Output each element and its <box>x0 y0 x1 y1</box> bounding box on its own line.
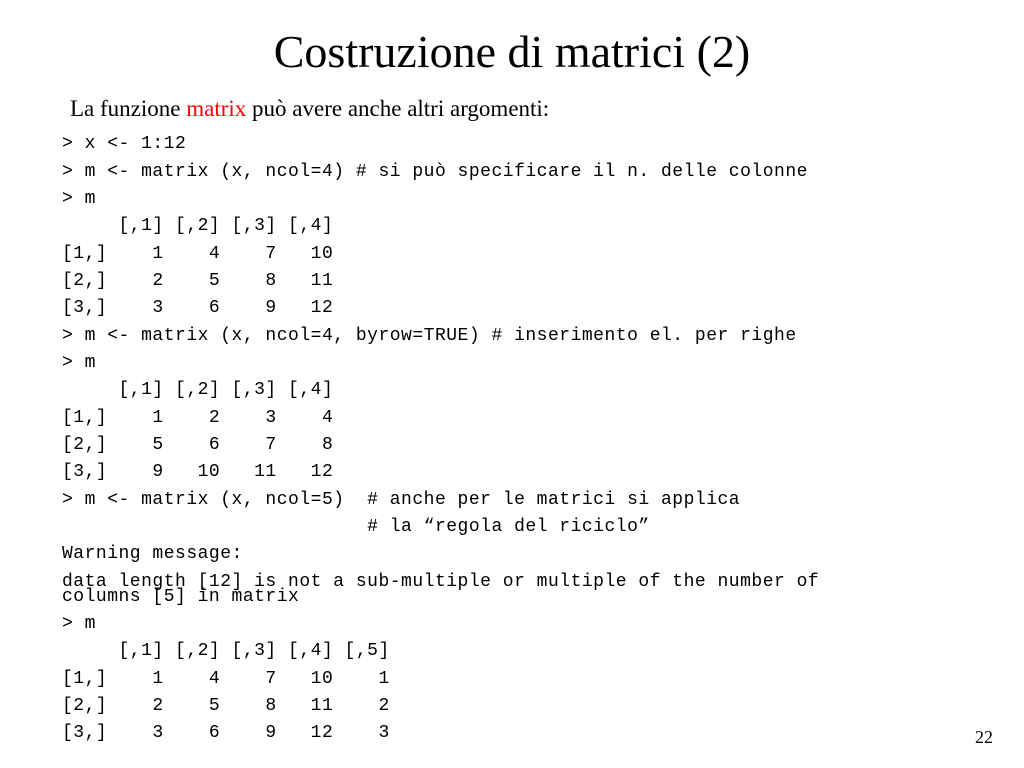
code-line: Warning message: <box>62 544 243 564</box>
code-line: > m <- matrix (x, ncol=5) # anche per le matrici si applica <box>62 490 741 510</box>
slide-subtitle <box>70 94 549 124</box>
code-line: [3,] 9 10 11 12 <box>62 462 334 482</box>
subtitle-text-before: La funzione <box>70 96 187 121</box>
slide-title: Costruzione di matrici (2) <box>273 26 751 77</box>
code-line: [1,] 1 4 7 10 <box>62 244 334 264</box>
code-line: [,1] [,2] [,3] [,4] <box>62 216 334 236</box>
code-line: > x <- 1:12 <box>62 134 187 154</box>
code-line: > m <- matrix (x, ncol=4, byrow=TRUE) # inserimento el. per righe <box>62 326 797 346</box>
code-line: [3,] 3 6 9 12 3 <box>62 723 390 743</box>
code-line: data length [12] is not a sub-multiple or multiple of the number of <box>62 572 820 592</box>
code-line: [,1] [,2] [,3] [,4] <box>62 380 334 400</box>
code-line: [2,] 2 5 8 11 2 <box>62 696 390 716</box>
code-line: [2,] 5 6 7 8 <box>62 435 334 455</box>
subtitle-text-after: può avere anche altri argomenti: <box>246 96 550 121</box>
code-line: [,1] [,2] [,3] [,4] [,5] <box>62 641 390 661</box>
code-line: [3,] 3 6 9 12 <box>62 298 334 318</box>
code-line: > m <box>62 189 96 209</box>
slide-number: 22 <box>975 727 993 747</box>
subtitle-keyword-matrix: matrix <box>186 96 247 121</box>
code-line: > m <box>62 614 96 634</box>
code-line: [1,] 1 4 7 10 1 <box>62 669 390 689</box>
code-line: > m <- matrix (x, ncol=4) # si può specificare il n. delle colonne <box>62 162 808 182</box>
code-line: # la “regola del riciclo” <box>62 517 650 537</box>
code-line: [1,] 1 2 3 4 <box>62 408 334 428</box>
code-line: [2,] 2 5 8 11 <box>62 271 334 291</box>
code-line: > m <box>62 353 96 373</box>
code-line: columns [5] in matrix <box>62 587 300 607</box>
